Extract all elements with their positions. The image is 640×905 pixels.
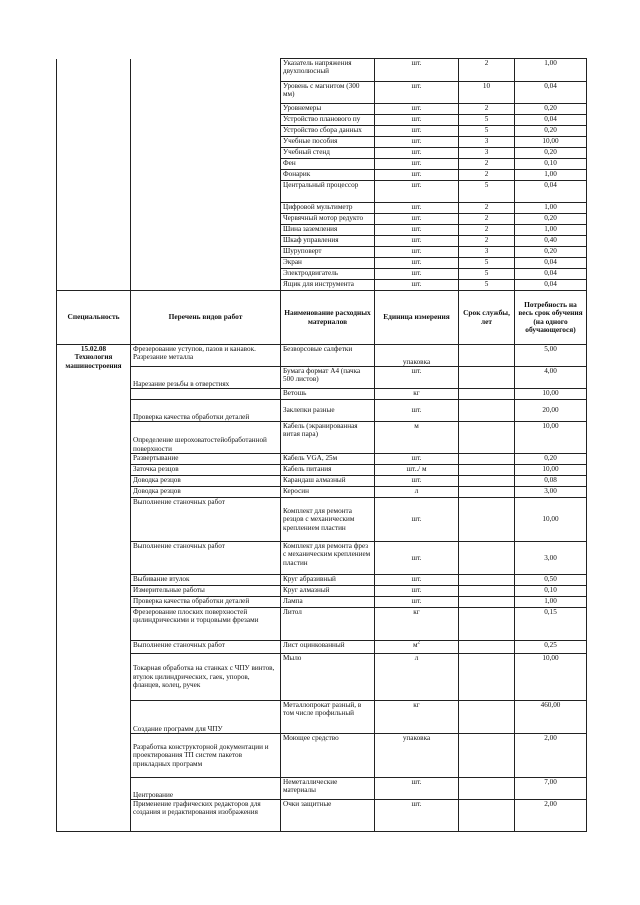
need-cell: 0,25 [515, 641, 587, 654]
unit-cell: шт. [375, 203, 459, 214]
unit-cell: шт. [375, 236, 459, 247]
unit-cell: шт. [375, 225, 459, 236]
material-name: Ветошь [281, 389, 375, 400]
need-cell: 0,04 [515, 82, 587, 104]
need-cell: 0,04 [515, 258, 587, 269]
need-cell: 10,00 [515, 654, 587, 701]
need-cell: 0,20 [515, 148, 587, 159]
unit-cell: шт. [375, 476, 459, 487]
specialty-code: 15.02.08 [80, 345, 107, 353]
material-name: Комплект для ремонта фрез с механическим креплением пластин [281, 542, 375, 575]
header-unit: Единица измерения [375, 291, 459, 345]
need-cell: 0,04 [515, 181, 587, 203]
unit-cell [375, 641, 459, 654]
table-row [57, 575, 587, 586]
material-name: Фен [281, 159, 375, 170]
table-row [57, 487, 587, 498]
unit-cell: л [375, 654, 459, 701]
term-cell [459, 498, 515, 542]
term-cell: 10 [459, 82, 515, 104]
specialty-cell [57, 345, 131, 832]
unit-cell: кг [375, 389, 459, 400]
material-name: Экран [281, 258, 375, 269]
material-name: Металлопрокат разный, в том числе профильный [281, 701, 375, 734]
term-cell [459, 734, 515, 778]
need-cell: 0,04 [515, 269, 587, 280]
need-cell: 1,00 [515, 170, 587, 181]
header-works: Перечень видов работ [131, 291, 281, 345]
table-row [57, 586, 587, 597]
material-name: Безворсовые салфетки [281, 345, 375, 367]
table-row [57, 498, 587, 542]
term-cell: 2 [459, 170, 515, 181]
header-material: Наименование расходных материалов [281, 291, 375, 345]
need-cell: 0,40 [515, 236, 587, 247]
materials-table [56, 58, 587, 832]
term-cell [459, 597, 515, 608]
table-row [57, 454, 587, 465]
material-name: Карандаш алмазный [281, 476, 375, 487]
need-cell: 2,00 [515, 734, 587, 778]
unit-cell: л [375, 487, 459, 498]
need-cell: 1,00 [515, 203, 587, 214]
work-cell: Выполнение станочных работ [131, 641, 281, 654]
unit-cell: кг [375, 608, 459, 641]
need-cell: 10,00 [515, 389, 587, 400]
term-cell: 2 [459, 225, 515, 236]
table-row [57, 734, 587, 778]
unit-cell: упаковка [375, 345, 459, 367]
term-cell [459, 345, 515, 367]
header-term: Срок службы, лет [459, 291, 515, 345]
need-cell: 0,04 [515, 280, 587, 291]
need-cell: 10,00 [515, 465, 587, 476]
specialty-name: Технология машиностроения [65, 353, 122, 370]
term-cell: 3 [459, 148, 515, 159]
unit-cell: шт. [375, 498, 459, 542]
term-cell: 3 [459, 137, 515, 148]
unit-cell: шт. [375, 454, 459, 465]
unit-text: м [412, 641, 418, 649]
material-name: Электродвигатель [281, 269, 375, 280]
need-cell: 0,15 [515, 608, 587, 641]
term-cell: 5 [459, 280, 515, 291]
term-cell [459, 422, 515, 454]
table-row [57, 800, 587, 832]
need-cell: 0,20 [515, 126, 587, 137]
table-row [57, 476, 587, 487]
need-cell: 20,00 [515, 400, 587, 422]
material-name: Очки защитные [281, 800, 375, 832]
unit-cell: шт. [375, 586, 459, 597]
work-cell: Заточка резцов [131, 465, 281, 476]
work-cell: Токарная обработка на станках с ЧПУ винтов, втулок цилиндрических, гаек, упоров, фланцев, колец, ручек [131, 654, 281, 701]
material-name: Круг абразивный [281, 575, 375, 586]
material-name: Червячный мотор редукто [281, 214, 375, 225]
need-cell: 7,00 [515, 778, 587, 800]
term-cell: 5 [459, 258, 515, 269]
term-cell [459, 465, 515, 476]
material-name: Учебные пособия [281, 137, 375, 148]
work-cell: Измерительные работы [131, 586, 281, 597]
work-cell: Центрование [131, 778, 281, 800]
unit-cell: шт. [375, 59, 459, 82]
table-row [57, 701, 587, 734]
material-name: Шина заземления [281, 225, 375, 236]
term-cell [459, 476, 515, 487]
term-cell: 2 [459, 203, 515, 214]
material-name: Центральный процессор [281, 181, 375, 203]
unit-cell: шт. [375, 247, 459, 258]
material-name: Указатель напряжения двухполюсный [281, 59, 375, 82]
term-cell [459, 542, 515, 575]
unit-cell: шт../ м [375, 465, 459, 476]
term-cell: 2 [459, 159, 515, 170]
works-cell-empty [131, 59, 281, 291]
term-cell [459, 586, 515, 597]
table-row [57, 389, 587, 400]
work-cell: Проверка качества обработки деталей [131, 400, 281, 422]
unit-cell: шт. [375, 170, 459, 181]
term-cell [459, 454, 515, 465]
material-name: Кабель (экранированная витая пара) [281, 422, 375, 454]
document-page [56, 58, 586, 832]
material-name: Кабель питания [281, 465, 375, 476]
material-name: Моющее средство [281, 734, 375, 778]
term-cell: 2 [459, 59, 515, 82]
work-cell: Развертывание [131, 454, 281, 465]
table-row [57, 654, 587, 701]
unit-cell: шт. [375, 126, 459, 137]
need-cell: 0,20 [515, 454, 587, 465]
work-cell: Выполнение станочных работ [131, 542, 281, 575]
unit-cell: м [375, 422, 459, 454]
need-cell: 2,00 [515, 800, 587, 832]
term-cell [459, 575, 515, 586]
material-name: Уровень с магнитом (300 мм) [281, 82, 375, 104]
unit-cell: шт. [375, 148, 459, 159]
term-cell [459, 800, 515, 832]
term-cell [459, 389, 515, 400]
term-cell [459, 487, 515, 498]
table-header-row [57, 291, 587, 345]
unit-cell: шт. [375, 400, 459, 422]
term-cell: 2 [459, 236, 515, 247]
term-cell [459, 367, 515, 389]
material-name: Комплект для ремонта резцов с механическим креплением пластин [281, 498, 375, 542]
need-cell: 1,00 [515, 59, 587, 82]
need-cell: 0,50 [515, 575, 587, 586]
need-cell: 3,00 [515, 487, 587, 498]
material-name: Керосин [281, 487, 375, 498]
unit-cell: шт. [375, 104, 459, 115]
header-specialty: Специальность [57, 291, 131, 345]
work-cell: Выбивание втулок [131, 575, 281, 586]
term-cell [459, 778, 515, 800]
material-name: Фонарик [281, 170, 375, 181]
work-cell: Применение графических редакторов для создания и редактирования изображения [131, 800, 281, 832]
header-need: Потребность на весь срок обучения (на одного обучающегося) [515, 291, 587, 345]
term-cell [459, 400, 515, 422]
term-cell: 5 [459, 126, 515, 137]
term-cell [459, 654, 515, 701]
work-cell: Доводка резцов [131, 476, 281, 487]
unit-cell: шт. [375, 214, 459, 225]
table-row [57, 597, 587, 608]
material-name: Цифровой мультиметр [281, 203, 375, 214]
term-cell [459, 608, 515, 641]
unit-cell: шт. [375, 82, 459, 104]
material-name: Уровнемеры [281, 104, 375, 115]
term-cell: 5 [459, 115, 515, 126]
material-name: Шкаф управления [281, 236, 375, 247]
term-cell: 5 [459, 181, 515, 203]
term-cell: 5 [459, 269, 515, 280]
work-cell [131, 389, 281, 400]
need-cell: 0,20 [515, 247, 587, 258]
table-row [57, 367, 587, 389]
work-cell: Выполнение станочных работ [131, 498, 281, 542]
need-cell: 1,00 [515, 225, 587, 236]
need-cell: 0,20 [515, 104, 587, 115]
unit-cell: шт. [375, 575, 459, 586]
unit-cell: шт. [375, 258, 459, 269]
unit-cell: шт. [375, 800, 459, 832]
need-cell: 4,00 [515, 367, 587, 389]
table-row [57, 608, 587, 641]
material-name: Бумага формат А4 (пачка 500 листов) [281, 367, 375, 389]
unit-cell: шт. [375, 137, 459, 148]
need-cell: 10,00 [515, 498, 587, 542]
need-cell: 0,20 [515, 214, 587, 225]
material-name: Лист оцинкованный [281, 641, 375, 654]
need-cell: 5,00 [515, 345, 587, 367]
work-cell: Фрезерование плоских поверхностей цилиндрическими и торцовыми фрезами [131, 608, 281, 641]
material-name: Заклепки разные [281, 400, 375, 422]
unit-cell: шт. [375, 542, 459, 575]
work-cell: Доводка резцов [131, 487, 281, 498]
need-cell: 460,00 [515, 701, 587, 734]
material-name: Кабель VGA, 25м [281, 454, 375, 465]
need-cell: 0,10 [515, 586, 587, 597]
term-cell: 2 [459, 104, 515, 115]
table-row [57, 345, 587, 367]
work-cell: Разработка конструкторной документации и проектирования ТП систем пакетов прикладных программ [131, 734, 281, 778]
table-row [57, 400, 587, 422]
term-cell: 3 [459, 247, 515, 258]
unit-cell: шт. [375, 269, 459, 280]
need-cell: 0,10 [515, 159, 587, 170]
term-cell [459, 641, 515, 654]
table-row [57, 778, 587, 800]
unit-cell: шт. [375, 181, 459, 203]
need-cell: 0,08 [515, 476, 587, 487]
need-cell: 10,00 [515, 137, 587, 148]
table-row [57, 422, 587, 454]
work-cell: Нарезание резьбы в отверстиях [131, 367, 281, 389]
work-cell: Определение шероховатостейобработанной поверхности [131, 422, 281, 454]
material-name: Лампа [281, 597, 375, 608]
term-cell [459, 701, 515, 734]
material-name: Неметаллические материалы [281, 778, 375, 800]
specialty-cell-empty [57, 59, 131, 291]
unit-cell: шт. [375, 280, 459, 291]
table-row [57, 641, 587, 654]
material-name: Устройство сбора данных [281, 126, 375, 137]
table-row [57, 59, 587, 82]
table-row [57, 465, 587, 476]
need-cell: 1,00 [515, 597, 587, 608]
term-cell: 2 [459, 214, 515, 225]
material-name: Шуруповерт [281, 247, 375, 258]
material-name: Ящик для инструмента [281, 280, 375, 291]
unit-cell: шт. [375, 115, 459, 126]
unit-cell: шт. [375, 778, 459, 800]
table-row [57, 542, 587, 575]
unit-cell: кг [375, 701, 459, 734]
unit-cell: шт. [375, 159, 459, 170]
work-cell: Создание программ для ЧПУ [131, 701, 281, 734]
need-cell: 10,00 [515, 422, 587, 454]
unit-cell: шт. [375, 367, 459, 389]
need-cell: 0,04 [515, 115, 587, 126]
material-name: Круг алмазный [281, 586, 375, 597]
material-name: Мыло [281, 654, 375, 701]
material-name: Устройство планового пу [281, 115, 375, 126]
unit-cell: шт. [375, 597, 459, 608]
unit-superscript: 2 [417, 640, 421, 646]
work-cell: Фрезерование уступов, пазов и канавок. Разрезание металла [131, 345, 281, 367]
material-name: Учебный стенд [281, 148, 375, 159]
work-cell: Проверка качества обработки деталей [131, 597, 281, 608]
material-name: Литол [281, 608, 375, 641]
need-cell: 3,00 [515, 542, 587, 575]
unit-cell: упаковка [375, 734, 459, 778]
